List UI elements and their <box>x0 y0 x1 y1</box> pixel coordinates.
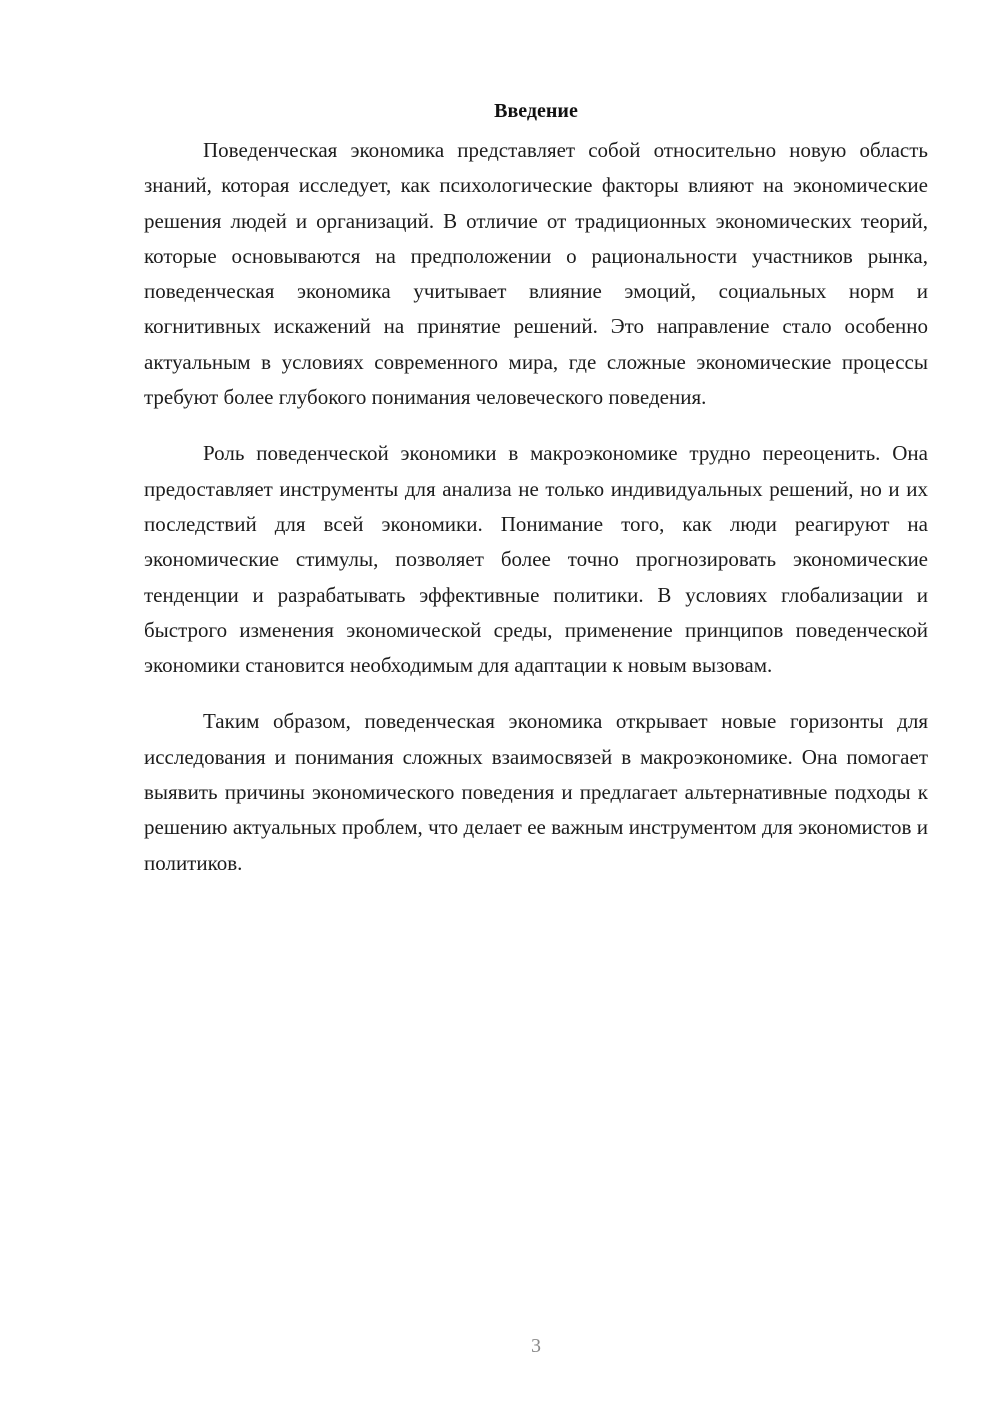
section-heading: Введение <box>494 100 578 122</box>
paragraph-3: Таким образом, поведенческая экономика открывает новые горизонты для исследования и понимания сложных взаимосвязей в макроэкономике. Она помогает выявить причины экономического поведения и предлагает альтернативные подходы к решению актуальных проблем, что делает ее важным инструментом для экономистов и политиков. <box>144 709 928 875</box>
paragraph-1: Поведенческая экономика представляет собой относительно новую область знаний, которая исследует, как психологические факторы влияют на экономические решения людей и организаций. В отличие от традиционных экономических теорий, которые основываются на предположении о рациональности участников рынка, поведенческая экономика учитывает влияние эмоций, социальных норм и когнитивных искажений на принятие решений. Это направление стало особенно актуальным в условиях современного мира, где сложные экономические процессы требуют более глубокого понимания человеческого поведения. <box>144 138 928 410</box>
page-content <box>144 95 928 902</box>
paragraph-2: Роль поведенческой экономики в макроэкономике трудно переоценить. Она предоставляет инструменты для анализа не только индивидуальных решений, но и их последствий для всей экономики. Понимание того, как люди реагируют на экономические стимулы, позволяет более точно прогнозировать экономические тенденции и разрабатывать эффективные политики. В условиях глобализации и быстрого изменения экономической среды, применение принципов поведенческой экономики становится необходимым для адаптации к новым вызовам. <box>144 441 928 678</box>
page-number: 3 <box>531 1335 541 1357</box>
